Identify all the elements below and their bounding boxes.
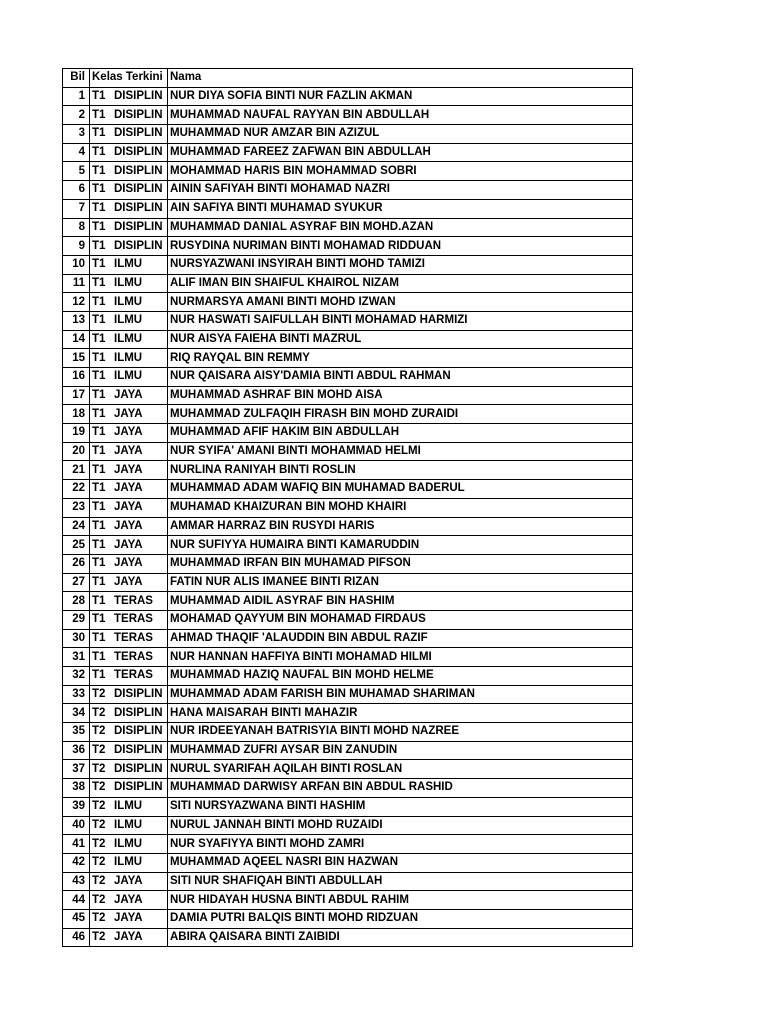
student-name: MUHAMMAD DANIAL ASYRAF BIN MOHD.AZAN: [168, 218, 633, 237]
student-name: AININ SAFIYAH BINTI MOHAMAD NAZRI: [168, 181, 633, 200]
row-number: 1: [63, 87, 90, 106]
student-roster-table: [62, 68, 633, 947]
student-name: MUHAMMAD NUR AMZAR BIN AZIZUL: [168, 125, 633, 144]
student-name: NUR HASWATI SAIFULLAH BINTI MOHAMAD HARMIZI: [168, 311, 633, 330]
table-row: [63, 311, 633, 330]
class-name: DISIPLIN: [114, 183, 163, 196]
class-cell: [90, 741, 168, 760]
class-name: TERAS: [114, 650, 153, 663]
row-number: 7: [63, 199, 90, 218]
row-number: 28: [63, 592, 90, 611]
form-level: T2: [92, 706, 106, 719]
table-row: [63, 125, 633, 144]
class-name: JAYA: [114, 501, 143, 514]
row-number: 15: [63, 349, 90, 368]
class-name: JAYA: [114, 407, 143, 420]
class-cell: [90, 723, 168, 742]
class-name: ILMU: [114, 856, 143, 869]
form-level: T2: [92, 744, 106, 757]
class-cell: [90, 162, 168, 181]
class-name: JAYA: [114, 538, 143, 551]
student-name: ABIRA QAISARA BINTI ZAIBIDI: [168, 928, 633, 947]
class-name: DISIPLIN: [114, 164, 163, 177]
form-level: T1: [92, 108, 106, 121]
class-name: JAYA: [114, 519, 143, 532]
row-number: 27: [63, 573, 90, 592]
form-level: T2: [92, 837, 106, 850]
table-row: [63, 723, 633, 742]
table-row: [63, 199, 633, 218]
row-number: 13: [63, 311, 90, 330]
table-row: [63, 442, 633, 461]
class-cell: [90, 760, 168, 779]
row-number: 18: [63, 405, 90, 424]
form-level: T1: [92, 669, 106, 682]
student-name: MUHAMMAD DARWISY ARFAN BIN ABDUL RASHID: [168, 779, 633, 798]
class-cell: [90, 573, 168, 592]
class-name: ILMU: [114, 276, 143, 289]
row-number: 2: [63, 106, 90, 125]
class-name: ILMU: [114, 800, 143, 813]
row-number: 6: [63, 181, 90, 200]
student-name: MUHAMMAD FAREEZ ZAFWAN BIN ABDULLAH: [168, 143, 633, 162]
student-name: NURUL SYARIFAH AQILAH BINTI ROSLAN: [168, 760, 633, 779]
class-name: DISIPLIN: [114, 108, 163, 121]
table-row: [63, 181, 633, 200]
form-level: T1: [92, 482, 106, 495]
student-name: ALIF IMAN BIN SHAIFUL KHAIROL NIZAM: [168, 274, 633, 293]
row-number: 29: [63, 610, 90, 629]
header-row: [63, 69, 633, 88]
table-row: [63, 424, 633, 443]
row-number: 32: [63, 667, 90, 686]
form-level: T1: [92, 295, 106, 308]
form-level: T1: [92, 351, 106, 364]
student-name: MUHAMMAD NAUFAL RAYYAN BIN ABDULLAH: [168, 106, 633, 125]
student-name: MUHAMMAD ZULFAQIH FIRASH BIN MOHD ZURAIDI: [168, 405, 633, 424]
class-cell: [90, 405, 168, 424]
form-level: T2: [92, 781, 106, 794]
table-row: [63, 592, 633, 611]
form-level: T1: [92, 332, 106, 345]
header-nama: Nama: [168, 69, 633, 88]
class-cell: [90, 480, 168, 499]
form-level: T2: [92, 688, 106, 701]
table-row: [63, 629, 633, 648]
row-number: 33: [63, 685, 90, 704]
table-row: [63, 274, 633, 293]
class-name: JAYA: [114, 389, 143, 402]
class-cell: [90, 143, 168, 162]
class-name: ILMU: [114, 332, 143, 345]
class-name: JAYA: [114, 557, 143, 570]
form-level: T2: [92, 800, 106, 813]
class-name: DISIPLIN: [114, 781, 163, 794]
table-row: [63, 405, 633, 424]
form-level: T1: [92, 631, 106, 644]
row-number: 34: [63, 704, 90, 723]
form-level: T1: [92, 519, 106, 532]
row-number: 3: [63, 125, 90, 144]
class-cell: [90, 554, 168, 573]
class-cell: [90, 685, 168, 704]
class-name: DISIPLIN: [114, 706, 163, 719]
class-cell: [90, 461, 168, 480]
class-name: DISIPLIN: [114, 762, 163, 775]
form-level: T1: [92, 463, 106, 476]
table-row: [63, 797, 633, 816]
table-row: [63, 143, 633, 162]
class-cell: [90, 648, 168, 667]
student-name: MOHAMAD QAYYUM BIN MOHAMAD FIRDAUS: [168, 610, 633, 629]
class-name: JAYA: [114, 893, 143, 906]
class-cell: [90, 891, 168, 910]
class-name: DISIPLIN: [114, 725, 163, 738]
class-cell: [90, 293, 168, 312]
row-number: 38: [63, 779, 90, 798]
form-level: T1: [92, 557, 106, 570]
form-level: T1: [92, 127, 106, 140]
form-level: T2: [92, 874, 106, 887]
table-row: [63, 573, 633, 592]
class-cell: [90, 536, 168, 555]
row-number: 35: [63, 723, 90, 742]
class-name: JAYA: [114, 426, 143, 439]
class-name: ILMU: [114, 837, 143, 850]
row-number: 11: [63, 274, 90, 293]
class-cell: [90, 368, 168, 387]
class-cell: [90, 498, 168, 517]
form-level: T1: [92, 594, 106, 607]
form-level: T1: [92, 146, 106, 159]
student-name: MUHAMMAD AQEEL NASRI BIN HAZWAN: [168, 853, 633, 872]
form-level: T2: [92, 893, 106, 906]
table-row: [63, 218, 633, 237]
row-number: 16: [63, 368, 90, 387]
class-cell: [90, 311, 168, 330]
form-level: T1: [92, 407, 106, 420]
class-cell: [90, 610, 168, 629]
student-name: MUHAMAD KHAIZURAN BIN MOHD KHAIRI: [168, 498, 633, 517]
table-row: [63, 293, 633, 312]
student-name: AMMAR HARRAZ BIN RUSYDI HARIS: [168, 517, 633, 536]
form-level: T1: [92, 202, 106, 215]
class-cell: [90, 218, 168, 237]
form-level: T1: [92, 389, 106, 402]
student-name: NUR SYAFIYYA BINTI MOHD ZAMRI: [168, 835, 633, 854]
class-cell: [90, 106, 168, 125]
class-name: JAYA: [114, 912, 143, 925]
class-name: ILMU: [114, 258, 143, 271]
student-name: NUR AISYA FAIEHA BINTI MAZRUL: [168, 330, 633, 349]
class-cell: [90, 909, 168, 928]
class-cell: [90, 517, 168, 536]
student-name: AHMAD THAQIF 'ALAUDDIN BIN ABDUL RAZIF: [168, 629, 633, 648]
row-number: 39: [63, 797, 90, 816]
form-level: T1: [92, 501, 106, 514]
row-number: 46: [63, 928, 90, 947]
class-cell: [90, 928, 168, 947]
form-level: T1: [92, 613, 106, 626]
student-name: MUHAMMAD AFIF HAKIM BIN ABDULLAH: [168, 424, 633, 443]
student-name: NUR HIDAYAH HUSNA BINTI ABDUL RAHIM: [168, 891, 633, 910]
student-name: NUR HANNAN HAFFIYA BINTI MOHAMAD HILMI: [168, 648, 633, 667]
row-number: 8: [63, 218, 90, 237]
form-level: T1: [92, 90, 106, 103]
student-name: MUHAMMAD ZUFRI AYSAR BIN ZANUDIN: [168, 741, 633, 760]
table-body: [63, 87, 633, 947]
class-name: DISIPLIN: [114, 202, 163, 215]
class-name: JAYA: [114, 930, 143, 943]
class-name: DISIPLIN: [114, 220, 163, 233]
class-cell: [90, 181, 168, 200]
table-row: [63, 853, 633, 872]
student-name: NUR DIYA SOFIA BINTI NUR FAZLIN AKMAN: [168, 87, 633, 106]
table-row: [63, 498, 633, 517]
row-number: 22: [63, 480, 90, 499]
table-row: [63, 816, 633, 835]
class-cell: [90, 816, 168, 835]
class-cell: [90, 87, 168, 106]
class-cell: [90, 237, 168, 256]
row-number: 41: [63, 835, 90, 854]
class-cell: [90, 835, 168, 854]
student-name: NUR QAISARA AISY'DAMIA BINTI ABDUL RAHMAN: [168, 368, 633, 387]
form-level: T2: [92, 930, 106, 943]
table-row: [63, 368, 633, 387]
class-cell: [90, 424, 168, 443]
form-level: T1: [92, 239, 106, 252]
form-level: T2: [92, 762, 106, 775]
row-number: 19: [63, 424, 90, 443]
student-name: MUHAMMAD ASHRAF BIN MOHD AISA: [168, 386, 633, 405]
form-level: T1: [92, 220, 106, 233]
table-row: [63, 891, 633, 910]
class-cell: [90, 704, 168, 723]
student-name: NUR SUFIYYA HUMAIRA BINTI KAMARUDDIN: [168, 536, 633, 555]
class-name: ILMU: [114, 295, 143, 308]
row-number: 45: [63, 909, 90, 928]
student-name: NURUL JANNAH BINTI MOHD RUZAIDI: [168, 816, 633, 835]
class-cell: [90, 872, 168, 891]
table-row: [63, 461, 633, 480]
class-name: JAYA: [114, 445, 143, 458]
class-name: ILMU: [114, 370, 143, 383]
table-row: [63, 386, 633, 405]
table-row: [63, 928, 633, 947]
student-name: MUHAMMAD HAZIQ NAUFAL BIN MOHD HELME: [168, 667, 633, 686]
class-cell: [90, 199, 168, 218]
class-name: JAYA: [114, 463, 143, 476]
table-row: [63, 162, 633, 181]
student-name: NURSYAZWANI INSYIRAH BINTI MOHD TAMIZI: [168, 255, 633, 274]
form-level: T1: [92, 538, 106, 551]
class-name: ILMU: [114, 351, 143, 364]
class-cell: [90, 853, 168, 872]
student-name: AIN SAFIYA BINTI MUHAMAD SYUKUR: [168, 199, 633, 218]
form-level: T1: [92, 258, 106, 271]
class-name: TERAS: [114, 669, 153, 682]
table-row: [63, 760, 633, 779]
class-name: DISIPLIN: [114, 688, 163, 701]
row-number: 26: [63, 554, 90, 573]
class-cell: [90, 274, 168, 293]
table-row: [63, 779, 633, 798]
form-level: T1: [92, 575, 106, 588]
table-row: [63, 330, 633, 349]
student-name: NUR SYIFA' AMANI BINTI MOHAMMAD HELMI: [168, 442, 633, 461]
row-number: 37: [63, 760, 90, 779]
row-number: 31: [63, 648, 90, 667]
table-row: [63, 517, 633, 536]
class-name: JAYA: [114, 874, 143, 887]
form-level: T1: [92, 183, 106, 196]
class-cell: [90, 349, 168, 368]
table-row: [63, 872, 633, 891]
student-name: HANA MAISARAH BINTI MAHAZIR: [168, 704, 633, 723]
row-number: 25: [63, 536, 90, 555]
class-cell: [90, 797, 168, 816]
form-level: T2: [92, 912, 106, 925]
class-name: TERAS: [114, 594, 153, 607]
table-row: [63, 685, 633, 704]
row-number: 4: [63, 143, 90, 162]
row-number: 44: [63, 891, 90, 910]
row-number: 5: [63, 162, 90, 181]
class-cell: [90, 629, 168, 648]
class-cell: [90, 779, 168, 798]
form-level: T1: [92, 314, 106, 327]
table-row: [63, 704, 633, 723]
table-row: [63, 835, 633, 854]
form-level: T1: [92, 426, 106, 439]
student-name: MUHAMMAD ADAM WAFIQ BIN MUHAMAD BADERUL: [168, 480, 633, 499]
header-kelas-terkini: Kelas Terkini: [90, 69, 168, 88]
table-row: [63, 237, 633, 256]
class-name: JAYA: [114, 482, 143, 495]
student-name: SITI NUR SHAFIQAH BINTI ABDULLAH: [168, 872, 633, 891]
class-name: TERAS: [114, 631, 153, 644]
row-number: 10: [63, 255, 90, 274]
form-level: T2: [92, 818, 106, 831]
table-row: [63, 741, 633, 760]
student-name: FATIN NUR ALIS IMANEE BINTI RIZAN: [168, 573, 633, 592]
table-row: [63, 536, 633, 555]
student-name: MUHAMMAD AIDIL ASYRAF BIN HASHIM: [168, 592, 633, 611]
student-name: RUSYDINA NURIMAN BINTI MOHAMAD RIDDUAN: [168, 237, 633, 256]
table-header: [63, 69, 633, 88]
class-name: ILMU: [114, 314, 143, 327]
student-name: NURMARSYA AMANI BINTI MOHD IZWAN: [168, 293, 633, 312]
table-row: [63, 554, 633, 573]
student-name: MOHAMMAD HARIS BIN MOHAMMAD SOBRI: [168, 162, 633, 181]
student-name: DAMIA PUTRI BALQIS BINTI MOHD RIDZUAN: [168, 909, 633, 928]
class-cell: [90, 442, 168, 461]
row-number: 42: [63, 853, 90, 872]
class-cell: [90, 592, 168, 611]
student-name: NUR IRDEEYANAH BATRISYIA BINTI MOHD NAZREE: [168, 723, 633, 742]
form-level: T2: [92, 725, 106, 738]
table-row: [63, 648, 633, 667]
class-name: DISIPLIN: [114, 127, 163, 140]
row-number: 12: [63, 293, 90, 312]
class-cell: [90, 667, 168, 686]
student-name: MUHAMMAD IRFAN BIN MUHAMAD PIFSON: [168, 554, 633, 573]
table-row: [63, 106, 633, 125]
header-bil: Bil: [63, 69, 90, 88]
class-name: DISIPLIN: [114, 146, 163, 159]
row-number: 21: [63, 461, 90, 480]
row-number: 9: [63, 237, 90, 256]
row-number: 17: [63, 386, 90, 405]
student-name: NURLINA RANIYAH BINTI ROSLIN: [168, 461, 633, 480]
row-number: 23: [63, 498, 90, 517]
form-level: T1: [92, 445, 106, 458]
table-row: [63, 255, 633, 274]
class-cell: [90, 255, 168, 274]
row-number: 30: [63, 629, 90, 648]
table-row: [63, 87, 633, 106]
form-level: T2: [92, 856, 106, 869]
class-name: TERAS: [114, 613, 153, 626]
form-level: T1: [92, 370, 106, 383]
class-name: ILMU: [114, 818, 143, 831]
row-number: 40: [63, 816, 90, 835]
table-row: [63, 610, 633, 629]
class-name: DISIPLIN: [114, 239, 163, 252]
student-name: RIQ RAYQAL BIN REMMY: [168, 349, 633, 368]
row-number: 24: [63, 517, 90, 536]
form-level: T1: [92, 650, 106, 663]
form-level: T1: [92, 276, 106, 289]
table-row: [63, 480, 633, 499]
student-name: MUHAMMAD ADAM FARISH BIN MUHAMAD SHARIMAN: [168, 685, 633, 704]
row-number: 43: [63, 872, 90, 891]
class-name: DISIPLIN: [114, 744, 163, 757]
class-cell: [90, 125, 168, 144]
class-name: JAYA: [114, 575, 143, 588]
row-number: 14: [63, 330, 90, 349]
form-level: T1: [92, 164, 106, 177]
class-cell: [90, 386, 168, 405]
table-row: [63, 349, 633, 368]
table-row: [63, 909, 633, 928]
row-number: 36: [63, 741, 90, 760]
row-number: 20: [63, 442, 90, 461]
student-name: SITI NURSYAZWANA BINTI HASHIM: [168, 797, 633, 816]
class-name: DISIPLIN: [114, 90, 163, 103]
table-row: [63, 667, 633, 686]
class-cell: [90, 330, 168, 349]
